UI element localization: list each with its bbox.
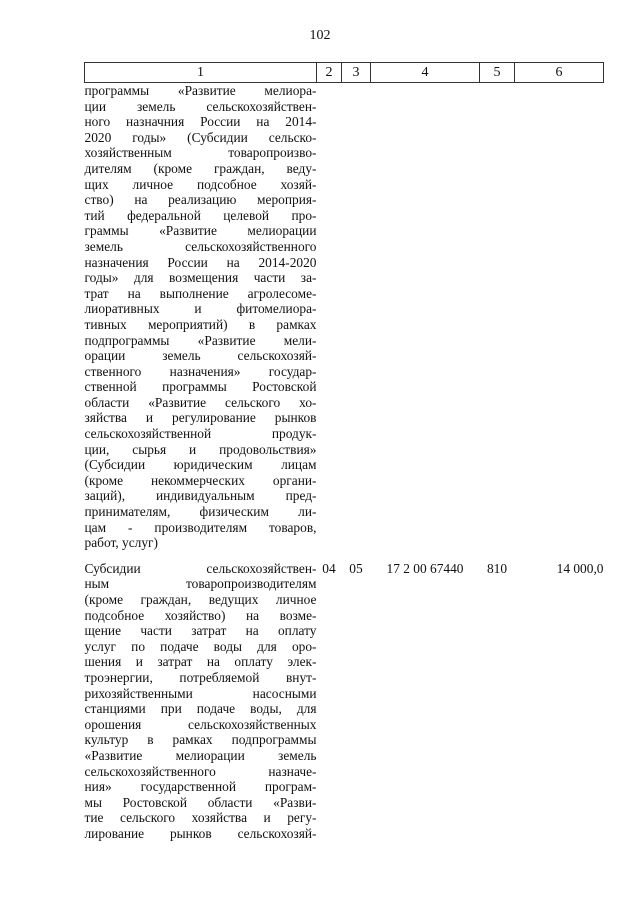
description-line: мы Ростовской области «Разви- [84,794,317,810]
description-line: трат на выполнение агролесоме- [84,285,317,301]
description-line: годы» для возмещения части за- [84,270,317,286]
target-article-code [371,83,480,551]
description-line: лирование рынков сельскохозяй- [84,825,317,841]
page-number: 102 [309,28,331,43]
description-line: «Развитие мелиорации земель [84,747,317,763]
table-row [85,83,604,551]
description-line: ния» государственной програм- [84,779,317,795]
description-line: тий федеральной целевой про- [84,207,317,223]
header-col-2: 2 [317,63,342,83]
description-line: троэнергии, потребляемой внут- [84,669,317,685]
description-line: зяйства и регулирование рынков [84,410,317,426]
description-line: программы «Развитие мелиора- [84,83,317,98]
description-line: (кроме некоммерческих органи- [84,472,317,488]
description-line: (кроме граждан, ведущих личное [84,592,317,607]
header-col-5: 5 [480,63,515,83]
description-line: рихозяйственными насосными [84,685,317,701]
expense-type-code [480,83,515,551]
description-line: 2020 годы» (Субсидии сельско- [84,129,317,145]
description-line: области «Развитие сельского хо- [84,394,317,410]
header-col-4: 4 [371,63,480,83]
description-line: ственной программы Ростовской [84,379,317,395]
description-line: работ, услуг) [84,535,158,551]
header-col-1: 1 [85,63,317,83]
description-line: принимателям, физическим ли- [84,504,317,520]
subsection-code: 05 [349,560,363,576]
description-line: подсобное хозяйство) на возме- [84,607,317,623]
description-line: ного назначния России на 2014- [84,114,317,130]
amount: 14 000,0 [556,560,604,576]
target-article-code: 17 2 00 67440 [386,560,464,576]
header-col-6: 6 [515,63,604,83]
description-line: граммы «Развитие мелиорации [84,223,317,239]
description-line: лиоративных и фитомелиора- [84,301,317,317]
description-line: ственного назначения» государ- [84,363,317,379]
description-line: щение части затрат на оплату [84,623,317,639]
amount [515,83,604,551]
description-line: подпрограммы «Развитие мели- [84,332,317,348]
section-code: 04 [322,560,336,576]
description-line: хозяйственным товаропроизво- [84,145,317,161]
description-line: сельскохозяйственной продук- [84,426,317,442]
row-description [85,561,317,842]
table-row [85,561,604,842]
description-line: услуг по подаче воды для оро- [84,638,317,654]
description-line: дителям (кроме граждан, веду- [84,160,317,176]
description-line: сельскохозяйственного назначе- [84,763,317,779]
description-line: заций), индивидуальным пред- [84,488,317,504]
description-line: культур в рамках подпрограммы [84,732,317,748]
section-code [317,83,342,551]
description-line: земель сельскохозяйственного [84,238,317,254]
description-line: орошения сельскохозяйственных [84,716,317,732]
table-header-row [85,63,604,83]
description-line: (Субсидии юридическим лицам [84,457,317,473]
description-line: тие сельского хозяйства и регу- [84,810,317,826]
description-line: ство) на реализацию мероприя- [84,192,317,208]
subsection-code [342,83,371,551]
description-line: ции земель сельскохозяйствен- [84,98,317,114]
budget-table [84,62,604,842]
row-description [85,83,317,551]
header-col-3: 3 [342,63,371,83]
description-line: цам - производителям товаров, [84,519,317,535]
description-line: щих личное подсобное хозяй- [84,176,317,192]
description-line: орации земель сельскохозяй- [84,348,317,364]
description-line: тивных мероприятий) в рамках [84,316,317,332]
description-line: Субсидии сельскохозяйствен- [84,560,317,576]
description-line: ным товаропроизводителям [84,576,317,592]
description-line: шения и затрат на оплату элек- [84,654,317,670]
expense-type-code: 810 [486,560,508,576]
description-line: станциями при подаче воды, для [84,701,317,717]
description-line: ции, сырья и продовольствия» [84,441,317,457]
description-line: назначения России на 2014-2020 [84,254,317,270]
